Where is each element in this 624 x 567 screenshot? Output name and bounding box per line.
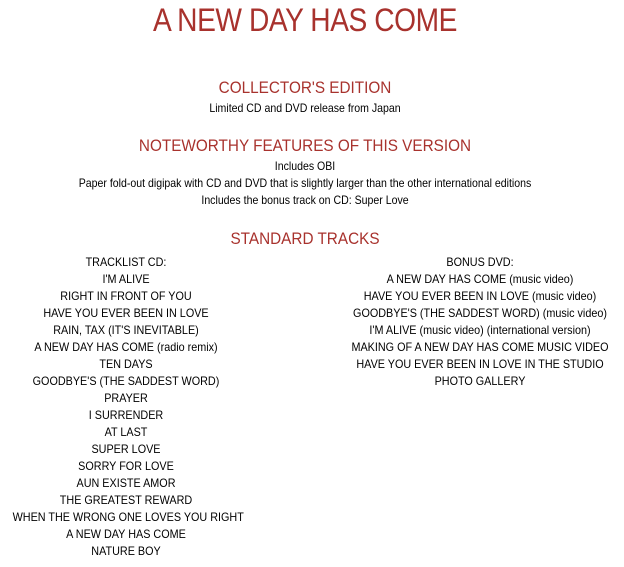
standard-tracks-heading: STANDARD TRACKS xyxy=(230,229,380,248)
cd-tracklist-header: TRACKLIST CD: xyxy=(85,255,167,269)
feature-item-obi: Includes OBI xyxy=(274,159,336,173)
dvd-item: A NEW DAY HAS COME (music video) xyxy=(386,272,574,286)
cd-track: PRAYER xyxy=(104,391,148,405)
cd-track: RAIN, TAX (IT'S INEVITABLE) xyxy=(53,323,199,337)
cd-track: GOODBYE'S (THE SADDEST WORD) xyxy=(32,374,220,388)
cd-track: WHEN THE WRONG ONE LOVES YOU RIGHT xyxy=(12,510,244,524)
dvd-tracklist-header: BONUS DVD: xyxy=(446,255,514,269)
cd-track: HAVE YOU EVER BEEN IN LOVE xyxy=(43,306,209,320)
cd-track: RIGHT IN FRONT OF YOU xyxy=(60,289,192,303)
cd-track: NATURE BOY xyxy=(91,544,161,558)
feature-item-bonus-track: Includes the bonus track on CD: Super Love xyxy=(201,193,409,207)
cd-track: TEN DAYS xyxy=(99,357,153,371)
cd-tracklist xyxy=(0,254,252,560)
cd-track: THE GREATEST REWARD xyxy=(59,493,193,507)
cd-track: A NEW DAY HAS COME (radio remix) xyxy=(34,340,218,354)
cd-track: I SURRENDER xyxy=(88,408,164,422)
dvd-item: I'M ALIVE (music video) (international version) xyxy=(369,323,591,337)
feature-item-digipak: Paper fold-out digipak with CD and DVD that is slightly larger than the other international editions xyxy=(78,176,532,190)
dvd-item: HAVE YOU EVER BEEN IN LOVE IN THE STUDIO xyxy=(356,357,604,371)
collectors-edition-heading: COLLECTOR'S EDITION xyxy=(218,78,392,97)
dvd-item: GOODBYE'S (THE SADDEST WORD) (music video) xyxy=(353,306,607,320)
cd-track: AT LAST xyxy=(104,425,148,439)
dvd-item: HAVE YOU EVER BEEN IN LOVE (music video) xyxy=(363,289,597,303)
cd-track: AUN EXISTE AMOR xyxy=(76,476,176,490)
cd-track: SORRY FOR LOVE xyxy=(78,459,174,473)
dvd-tracklist xyxy=(330,254,624,390)
cd-track: I'M ALIVE xyxy=(102,272,150,286)
features-heading: NOTEWORTHY FEATURES OF THIS VERSION xyxy=(138,136,472,155)
dvd-item: PHOTO GALLERY xyxy=(434,374,526,388)
cd-track: SUPER LOVE xyxy=(91,442,161,456)
page-title: A NEW DAY HAS COME xyxy=(153,2,457,38)
collectors-edition-description: Limited CD and DVD release from Japan xyxy=(209,101,401,115)
cd-track: A NEW DAY HAS COME xyxy=(66,527,186,541)
dvd-item: MAKING OF A NEW DAY HAS COME MUSIC VIDEO xyxy=(351,340,609,354)
